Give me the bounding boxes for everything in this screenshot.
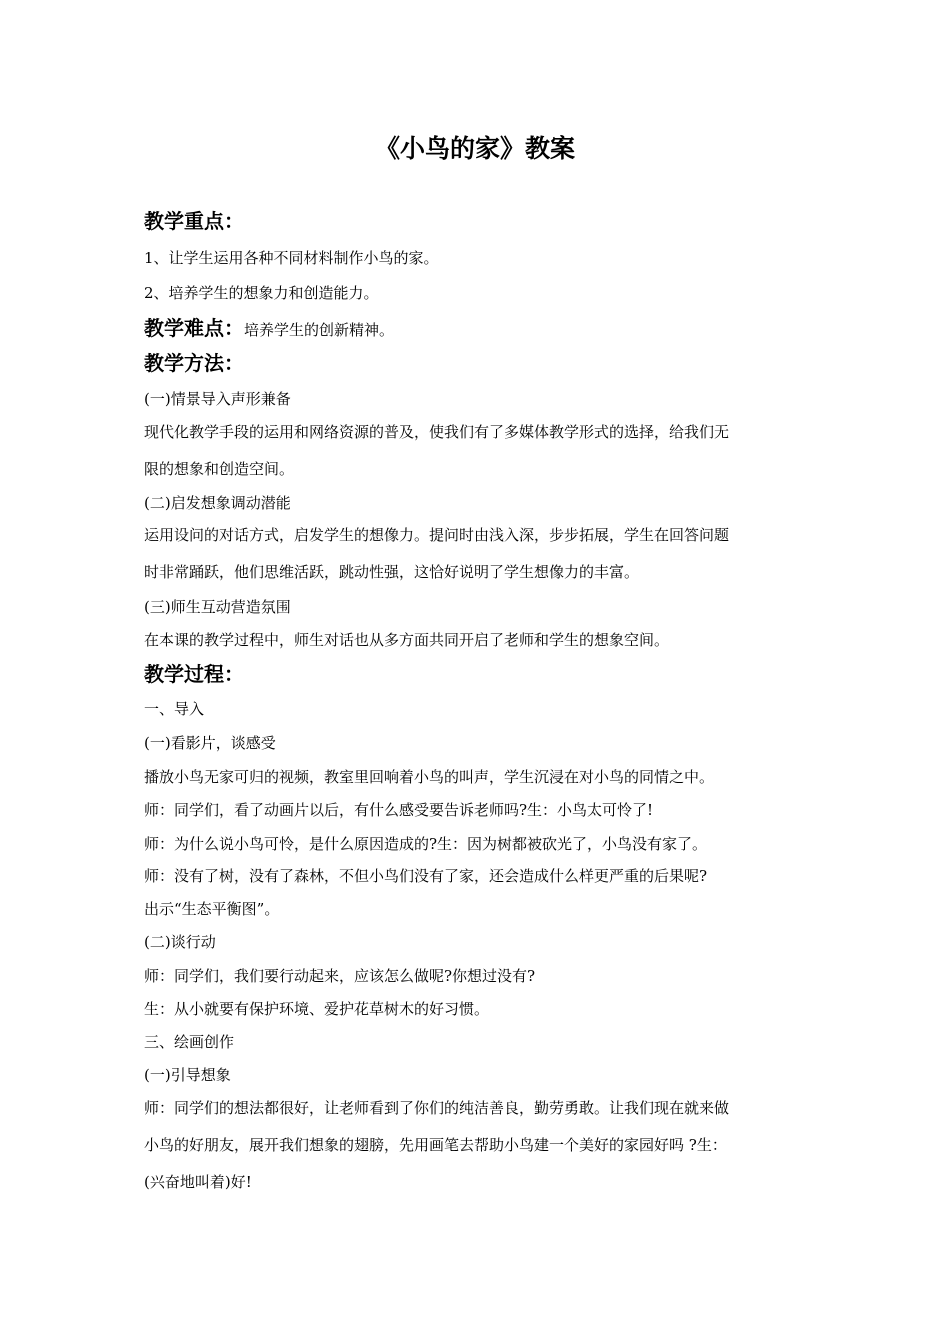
method-2-title: (二)启发想象调动潜能 [144,494,291,512]
heading-teaching-focus: 教学重点： [144,209,244,233]
method-2-paragraph [144,517,816,591]
difficulty-label: 教学难点： [144,316,244,340]
focus-item-2: 2、培养学生的想象力和创造能力。 [144,284,379,302]
focus-item-1: 1、让学生运用各种不同材料制作小鸟的家。 [144,249,439,267]
process-line-6: 师：没有了树，没有了森林，不但小鸟们没有了家，还会造成什么样更严重的后果呢? [144,867,708,885]
process-line-1: 一、导入 [144,700,205,718]
heading-teaching-process: 教学过程： [144,662,244,686]
method-1-title: (一)情景导入声形兼备 [144,390,291,408]
method-2-line-1: 运用设问的对话方式，启发学生的想像力。提问时由浅入深，步步拓展，学生在回答问题 [144,526,730,544]
heading-teaching-difficulty [144,313,394,345]
method-3-line-1: 在本课的教学过程中，师生对话也从多方面共同开启了老师和学生的想象空间。 [144,631,670,649]
process-paragraph-13 [144,1090,816,1201]
method-1-line-1: 现代化教学手段的运用和网络资源的普及，使我们有了多媒体教学形式的选择，给我们无 [144,423,730,441]
process-line-7: 出示“生态平衡图”。 [144,900,280,918]
heading-teaching-method: 教学方法： [144,351,244,375]
process-line-13b: 小鸟的好朋友，展开我们想象的翅膀，先用画笔去帮助小鸟建一个美好的家园好吗 ?生： [144,1136,727,1154]
process-line-2: (一)看影片，谈感受 [144,734,276,752]
process-line-10: 生：从小就要有保护环境、爱护花草树木的好习惯。 [144,1000,490,1018]
process-line-12: (一)引导想象 [144,1066,231,1084]
method-1-paragraph [144,414,816,488]
document-title: 《小鸟的家》教案 [374,134,575,163]
process-line-3: 播放小鸟无家可归的视频，教室里回响着小鸟的叫声，学生沉浸在对小鸟的同情之中。 [144,768,715,786]
process-line-9: 师：同学们，我们要行动起来，应该怎么做呢?你想过没有? [144,967,536,985]
process-line-4: 师：同学们，看了动画片以后，有什么感受要告诉老师吗?生：小鸟太可怜了! [144,801,654,819]
method-2-line-2: 时非常踊跃，他们思维活跃，跳动性强，这恰好说明了学生想像力的丰富。 [144,563,640,581]
method-3-title: (三)师生互动营造氛围 [144,598,291,616]
method-1-line-2: 限的想象和创造空间。 [144,460,295,478]
process-line-11: 三、绘画创作 [144,1033,235,1051]
process-line-13c: (兴奋地叫着)好! [144,1173,252,1191]
process-line-8: (二)谈行动 [144,933,216,951]
process-line-13a: 师：同学们的想法都很好，让老师看到了你们的纯洁善良，勤劳勇敢。让我们现在就来做 [144,1099,730,1117]
process-line-5: 师：为什么说小鸟可怜，是什么原因造成的?生：因为树都被砍光了，小鸟没有家了。 [144,835,708,853]
difficulty-text: 培养学生的创新精神。 [244,321,395,339]
